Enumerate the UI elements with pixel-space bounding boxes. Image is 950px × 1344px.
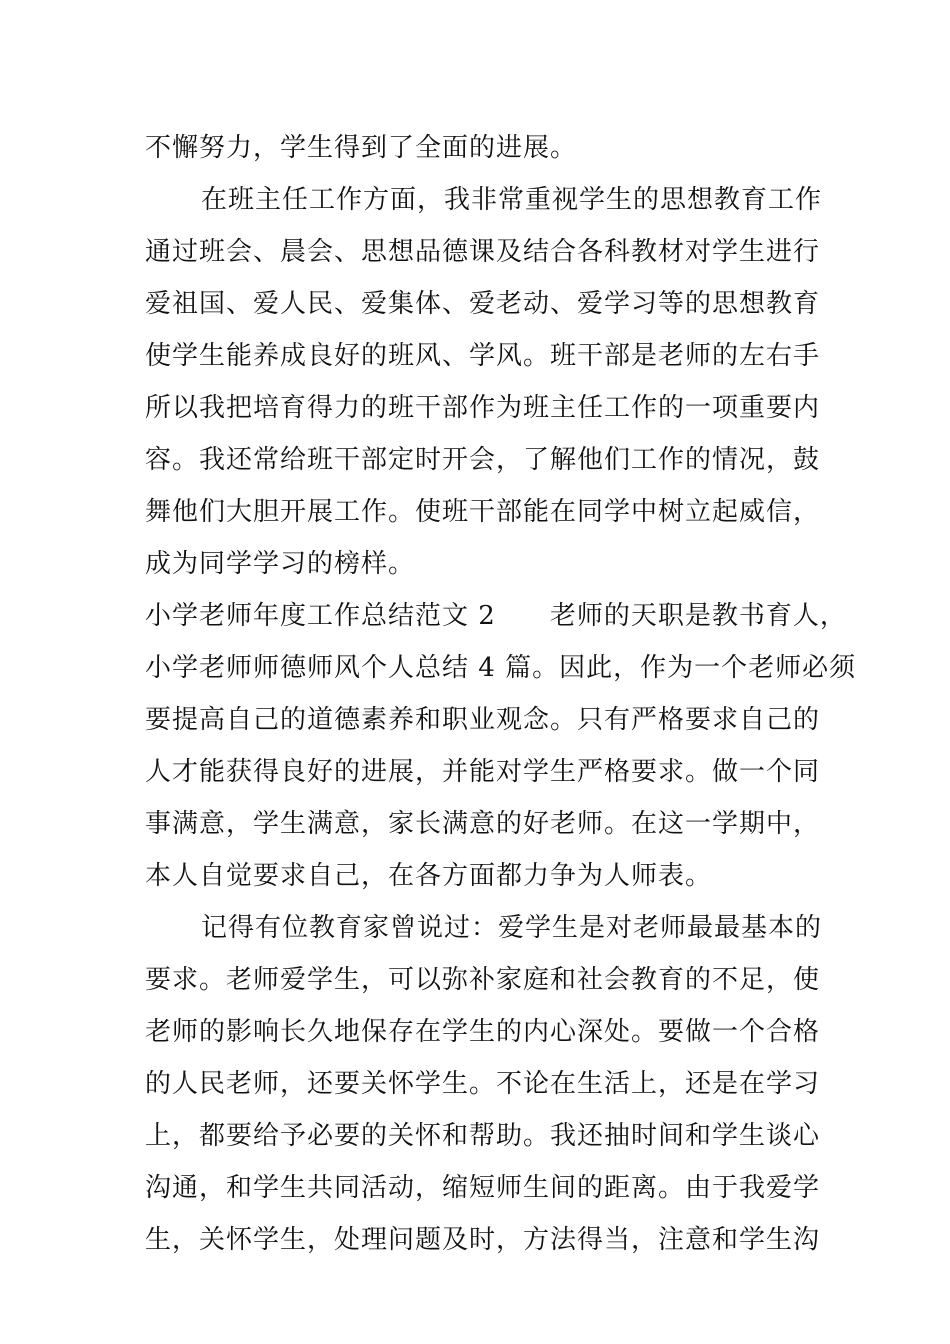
- body-line: 要提高自己的道德素养和职业观念。只有严格要求自己的: [145, 705, 821, 735]
- body-line: 上，都要给予必要的关怀和帮助。我还抽时间和学生谈心: [145, 1121, 821, 1151]
- body-line: 老师的影响长久地保存在学生的内心深处。要做一个合格: [145, 1017, 821, 1047]
- body-line: 使学生能养成良好的班风、学风。班干部是老师的左右手: [145, 341, 821, 371]
- body-line: 舞他们大胆开展工作。使班干部能在同学中树立起威信，: [145, 497, 821, 527]
- body-line: 所以我把培育得力的班干部作为班主任工作的一项重要内: [145, 393, 821, 423]
- paragraph-start-line: 在班主任工作方面，我非常重视学生的思想教育工作: [201, 185, 823, 215]
- body-line: 小学老师师德师风个人总结 4 篇。因此，作为一个老师必须: [145, 653, 857, 683]
- body-line: 生，关怀学生，处理问题及时，方法得当，注意和学生沟: [145, 1225, 821, 1255]
- section-opening-text: 老师的天职是教书育人，: [549, 601, 847, 631]
- body-line: 不懈努力，学生得到了全面的进展。: [145, 133, 578, 163]
- section-heading-line: [145, 590, 847, 642]
- body-line: 沟通，和学生共同活动，缩短师生间的距离。由于我爱学: [145, 1173, 821, 1203]
- body-line: 本人自觉要求自己，在各方面都力争为人师表。: [145, 861, 713, 891]
- body-line: 人才能获得良好的进展，并能对学生严格要求。做一个同: [145, 757, 821, 787]
- body-line: 通过班会、晨会、思想品德课及结合各科教材对学生进行: [145, 237, 821, 267]
- body-line: 的人民老师，还要关怀学生。不论在生活上，还是在学习: [145, 1069, 821, 1099]
- paragraph-start-line: 记得有位教育家曾说过：爱学生是对老师最最基本的: [201, 913, 823, 943]
- body-line: 成为同学学习的榜样。: [145, 549, 416, 579]
- document-body: [145, 122, 857, 1266]
- body-line: 事满意，学生满意，家长满意的好老师。在这一学期中，: [145, 809, 821, 839]
- body-line: 要求。老师爱学生，可以弥补家庭和社会教育的不足，使: [145, 965, 821, 995]
- body-line: 爱祖国、爱人民、爱集体、爱老动、爱学习等的思想教育: [145, 289, 821, 319]
- section-heading: 小学老师年度工作总结范文 2: [145, 601, 496, 631]
- body-line: 容。我还常给班干部定时开会，了解他们工作的情况，鼓: [145, 445, 821, 475]
